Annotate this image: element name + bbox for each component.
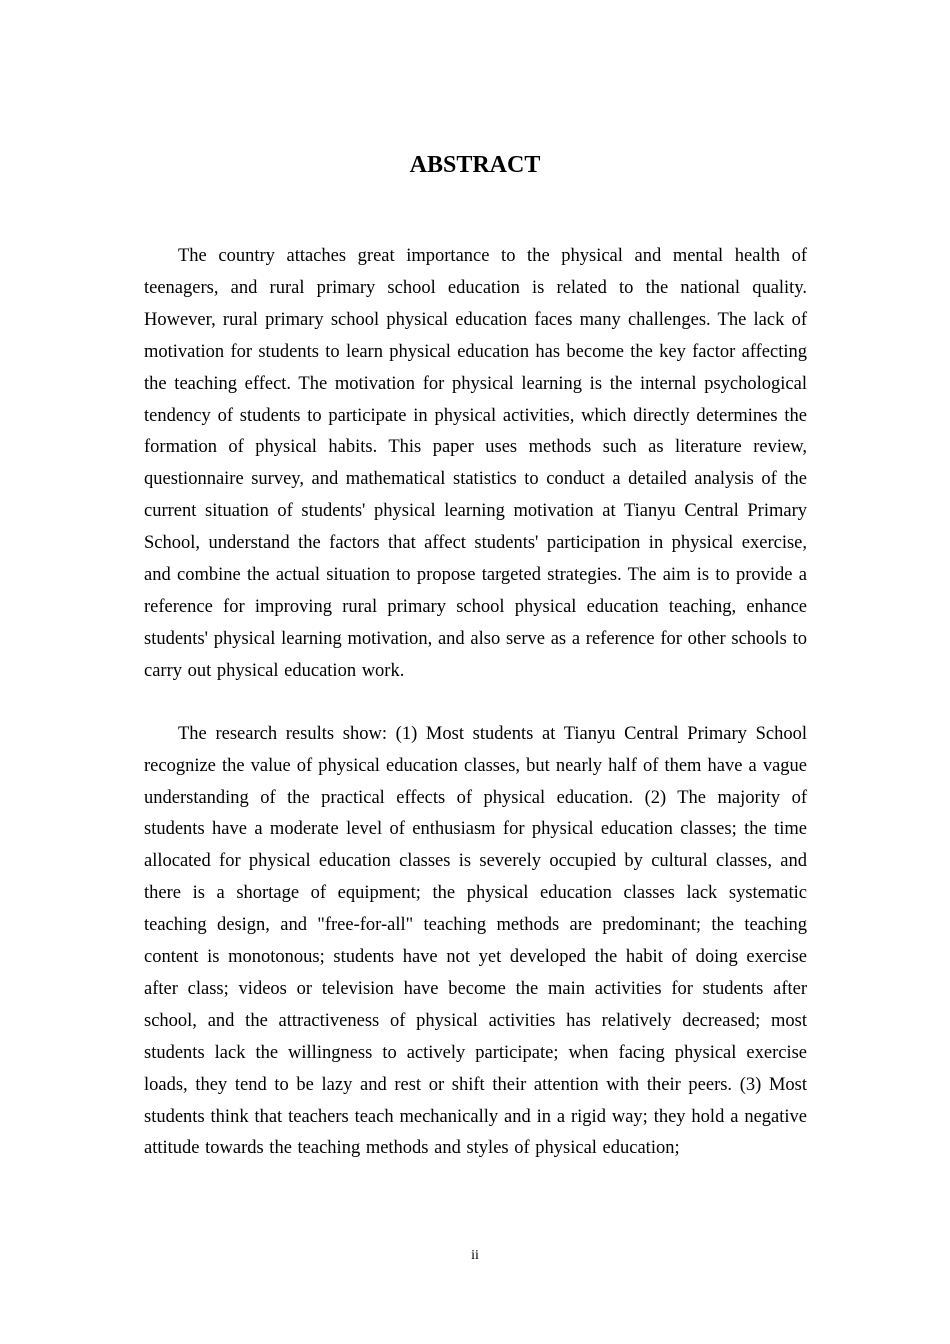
abstract-paragraph-1: The country attaches great importance to the physical and mental health of teenagers, and rural primary school education is related to the national quality. However, rural primary school physical education faces many challenges. The lack of motivation for students to learn physical education has become the key factor affecting the teaching effect. The motivation for physical learning is the internal psychological tendency of students to participate in physical activities, which directly determines the formation of physical habits. This paper uses methods such as literature review, questionnaire survey, and mathematical statistics to conduct a detailed analysis of the current situation of students' physical learning motivation at Tianyu Central Primary School, understand the factors that affect students' participation in physical exercise, and combine the actual situation to propose targeted strategies. The aim is to provide a reference for improving rural primary school physical education teaching, enhance students' physical learning motivation, and also serve as a reference for other schools to carry out physical education work. [144, 246, 807, 681]
page-number: ii [471, 1248, 479, 1263]
abstract-paragraph-2: The research results show: (1) Most students at Tianyu Central Primary School recognize the value of physical education classes, but nearly half of them have a vague understanding of the practical effects of physical education. (2) The majority of students have a moderate level of enthusiasm for physical education classes; the time allocated for physical education classes is severely occupied by cultural classes, and there is a shortage of equipment; the physical education classes lack systematic teaching design, and "free-for-all" teaching methods are predominant; the teaching content is monotonous; students have not yet developed the habit of doing exercise after class; videos or television have become the main activities for students after school, and the attractiveness of physical activities has relatively decreased; most students lack the willingness to actively participate; when facing physical exercise loads, they tend to be lazy and rest or shift their attention with their peers. (3) Most students think that teachers teach mechanically and in a rigid way; they hold a negative attitude towards the teaching methods and styles of physical education; [144, 723, 807, 1159]
abstract-body [144, 241, 807, 1165]
abstract-title: ABSTRACT [409, 152, 541, 178]
